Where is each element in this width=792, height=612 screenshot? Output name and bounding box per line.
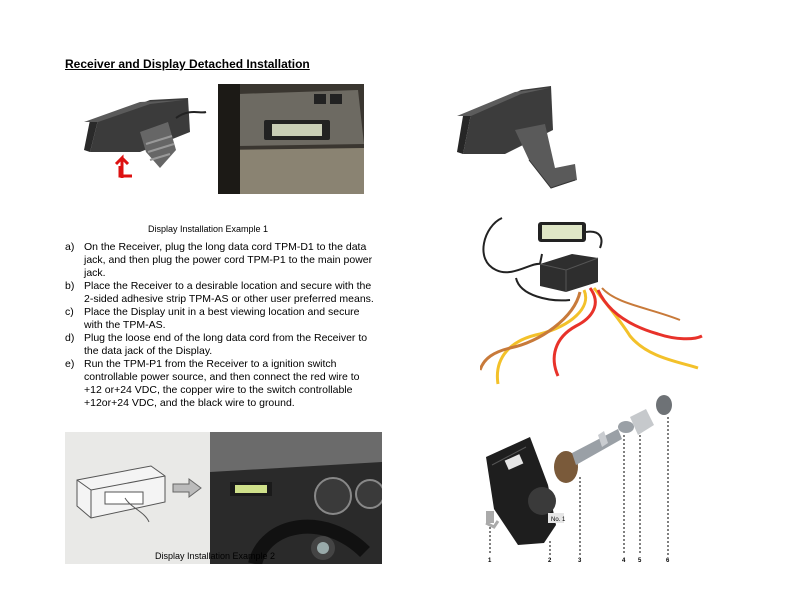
step-text: Place the Display unit in a best viewing location and secure with the TPM-AS. bbox=[84, 306, 360, 331]
step-text: On the Receiver, plug the long data cord TPM-D1 to the data jack, and then plug the power cord TPM-P1 to the main power jack. bbox=[84, 241, 373, 279]
page-title: Receiver and Display Detached Installation bbox=[65, 57, 310, 71]
part-number-label: 5 bbox=[638, 558, 642, 564]
step-label: a) bbox=[65, 241, 75, 253]
step-item bbox=[65, 332, 380, 358]
step-label: c) bbox=[65, 306, 74, 318]
lcd-screen bbox=[542, 225, 582, 239]
step-label: b) bbox=[65, 280, 75, 292]
step-label: e) bbox=[65, 358, 75, 370]
installation-steps bbox=[65, 241, 380, 410]
sensor-label: No. 1 bbox=[551, 517, 566, 523]
tpms-sensor-parts-photo bbox=[478, 395, 684, 555]
step-text: Plug the loose end of the long data cord from the Receiver to the data jack of the Display. bbox=[84, 332, 368, 357]
part-number-label: 3 bbox=[578, 558, 582, 564]
dashboard-display-photo bbox=[218, 84, 364, 194]
step-item bbox=[65, 241, 380, 280]
receiver-bracket-photo bbox=[80, 92, 215, 180]
part-number-label: 6 bbox=[666, 558, 670, 564]
step-item bbox=[65, 280, 380, 306]
step-item bbox=[65, 358, 380, 410]
step-item bbox=[65, 306, 380, 332]
installation-example-2-photo bbox=[65, 432, 382, 564]
part-number-label: 2 bbox=[548, 558, 552, 564]
part-number-label: 1 bbox=[488, 558, 492, 564]
wiring-harness-photo bbox=[480, 208, 705, 390]
part-number-label: 4 bbox=[622, 558, 626, 564]
step-text: Place the Receiver to a desirable location and secure with the 2-sided adhesive strip TPM-AS or other user preferred means. bbox=[84, 280, 374, 305]
receiver-stand-photo bbox=[455, 84, 587, 194]
step-text: Run the TPM-P1 from the Receiver to a ignition switch controllable power source, and then connect the red wire to +12 or+24 VDC, the copper wire to the switch controllable +12or+24 VDC, and the black wire to ground. bbox=[84, 358, 360, 409]
caption-example-2: Display Installation Example 2 bbox=[155, 551, 276, 561]
caption-example-1: Display Installation Example 1 bbox=[148, 224, 269, 234]
step-label: d) bbox=[65, 332, 75, 344]
